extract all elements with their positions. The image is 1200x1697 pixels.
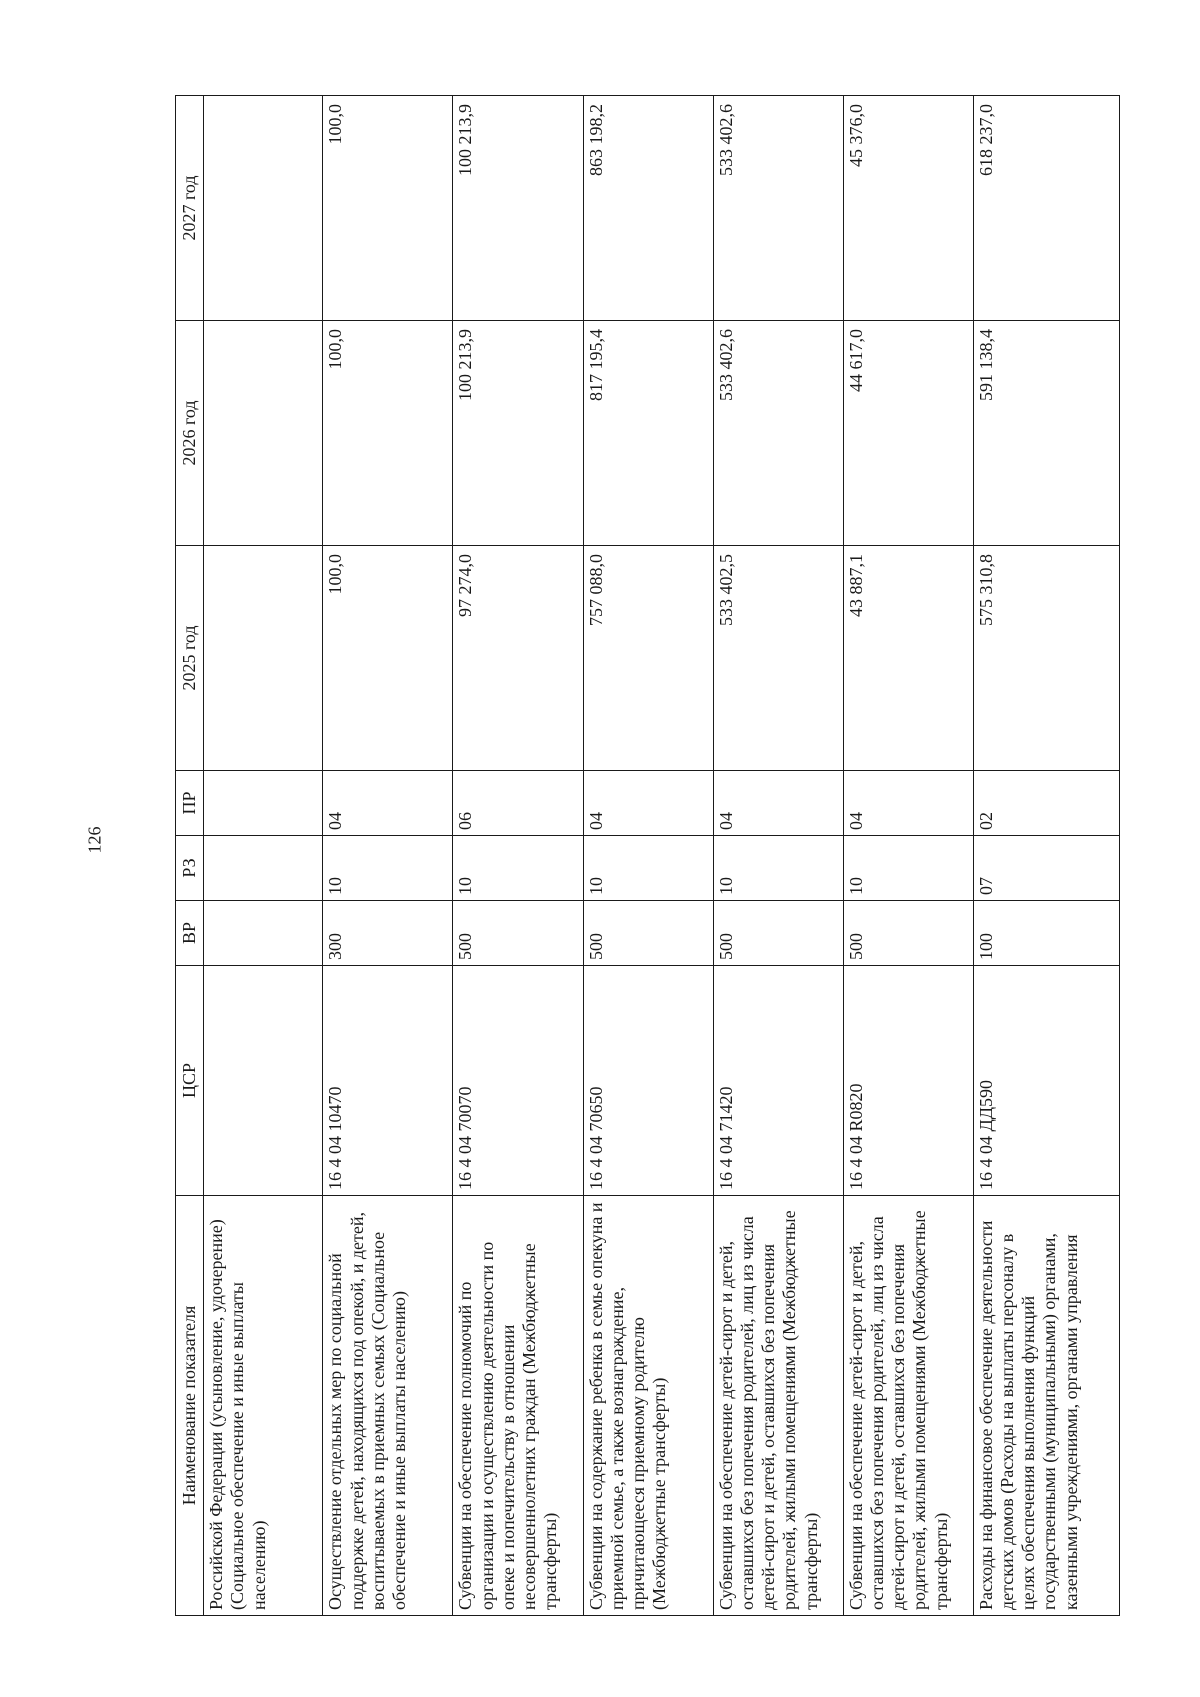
cell-2025: 533 402,5 xyxy=(713,546,843,771)
cell-rz: 07 xyxy=(973,836,1119,901)
cell-pr: 04 xyxy=(713,771,843,836)
cell-csr xyxy=(204,966,323,1196)
header-2025: 2025 год xyxy=(176,546,204,771)
table-row xyxy=(453,96,583,1616)
table-row xyxy=(843,96,973,1616)
cell-vr: 100 xyxy=(973,901,1119,966)
cell-indicator-name: Субвенции на обеспечение детей-сирот и детей, оставшихся без попечения родителей, лиц из числа детей-сирот и детей, оставшихся без попечения родителей, жилыми помещениями (Межбюджетные трансферты) xyxy=(843,1196,973,1616)
cell-pr xyxy=(204,771,323,836)
cell-2027 xyxy=(204,96,323,321)
header-vr: ВР xyxy=(176,901,204,966)
cell-2027: 533 402,6 xyxy=(713,96,843,321)
table-header-row xyxy=(176,96,204,1616)
cell-2027: 100,0 xyxy=(323,96,453,321)
cell-pr: 04 xyxy=(843,771,973,836)
cell-csr: 16 4 04 70650 xyxy=(583,966,713,1196)
cell-vr: 500 xyxy=(453,901,583,966)
cell-csr: 16 4 04 71420 xyxy=(713,966,843,1196)
cell-2026: 100 213,9 xyxy=(453,321,583,546)
cell-vr: 500 xyxy=(843,901,973,966)
cell-rz xyxy=(204,836,323,901)
header-indicator-name: Наименование показателя xyxy=(176,1196,204,1616)
cell-2025 xyxy=(204,546,323,771)
cell-vr: 500 xyxy=(583,901,713,966)
cell-csr: 16 4 04 10470 xyxy=(323,966,453,1196)
cell-2027: 618 237,0 xyxy=(973,96,1119,321)
cell-2025: 97 274,0 xyxy=(453,546,583,771)
cell-2026: 817 195,4 xyxy=(583,321,713,546)
page-number: 126 xyxy=(84,826,105,854)
cell-2027: 45 376,0 xyxy=(843,96,973,321)
header-pr: ПР xyxy=(176,771,204,836)
cell-csr: 16 4 04 70070 xyxy=(453,966,583,1196)
cell-rz: 10 xyxy=(713,836,843,901)
header-csr: ЦСР xyxy=(176,966,204,1196)
table-row xyxy=(973,96,1119,1616)
table-row xyxy=(204,96,323,1616)
header-2026: 2026 год xyxy=(176,321,204,546)
cell-indicator-name: Субвенции на содержание ребенка в семье опекуна и приемной семье, а также вознаграждение, причитающееся приемному родителю (Межбюджетные трансферты) xyxy=(583,1196,713,1616)
cell-2027: 100 213,9 xyxy=(453,96,583,321)
cell-2027: 863 198,2 xyxy=(583,96,713,321)
cell-2026: 100,0 xyxy=(323,321,453,546)
cell-rz: 10 xyxy=(453,836,583,901)
header-2027: 2027 год xyxy=(176,96,204,321)
cell-rz: 10 xyxy=(843,836,973,901)
cell-indicator-name: Российской Федерации (усыновление, удочерение) (Социальное обеспечение и иные выплаты населению) xyxy=(204,1196,323,1616)
cell-vr: 500 xyxy=(713,901,843,966)
cell-2026: 44 617,0 xyxy=(843,321,973,546)
cell-rz: 10 xyxy=(323,836,453,901)
table-row xyxy=(323,96,453,1616)
budget-table xyxy=(175,95,1120,1616)
budget-table-container xyxy=(175,96,1120,1616)
cell-2025: 575 310,8 xyxy=(973,546,1119,771)
cell-vr: 300 xyxy=(323,901,453,966)
cell-indicator-name: Осуществление отдельных мер по социальной поддержке детей, находящихся под опекой, и детей, воспитываемых в приемных семьях (Социальное обеспечение и иные выплаты населению) xyxy=(323,1196,453,1616)
cell-2025: 43 887,1 xyxy=(843,546,973,771)
cell-rz: 10 xyxy=(583,836,713,901)
cell-pr: 04 xyxy=(583,771,713,836)
cell-2025: 757 088,0 xyxy=(583,546,713,771)
cell-2025: 100,0 xyxy=(323,546,453,771)
cell-csr: 16 4 04 R0820 xyxy=(843,966,973,1196)
table-row xyxy=(583,96,713,1616)
cell-indicator-name: Расходы на финансовое обеспечение деятельности детских домов (Расходы на выплаты персоналу в целях обеспечения выполнения функций государственными (муниципальными) органами, казенными учреждениями, органами управления xyxy=(973,1196,1119,1616)
table-row xyxy=(713,96,843,1616)
cell-vr xyxy=(204,901,323,966)
cell-csr: 16 4 04 ДД590 xyxy=(973,966,1119,1196)
cell-pr: 04 xyxy=(323,771,453,836)
cell-pr: 06 xyxy=(453,771,583,836)
cell-pr: 02 xyxy=(973,771,1119,836)
cell-indicator-name: Субвенции на обеспечение полномочий по организации и осуществлению деятельности по опеке и попечительству в отношении несовершеннолетних граждан (Межбюджетные трансферты) xyxy=(453,1196,583,1616)
header-rz: РЗ xyxy=(176,836,204,901)
cell-2026: 533 402,6 xyxy=(713,321,843,546)
cell-indicator-name: Субвенции на обеспечение детей-сирот и детей, оставшихся без попечения родителей, лиц из числа детей-сирот и детей, оставшихся без попечения родителей, жилыми помещениями (Межбюджетные трансферты) xyxy=(713,1196,843,1616)
cell-2026 xyxy=(204,321,323,546)
cell-2026: 591 138,4 xyxy=(973,321,1119,546)
